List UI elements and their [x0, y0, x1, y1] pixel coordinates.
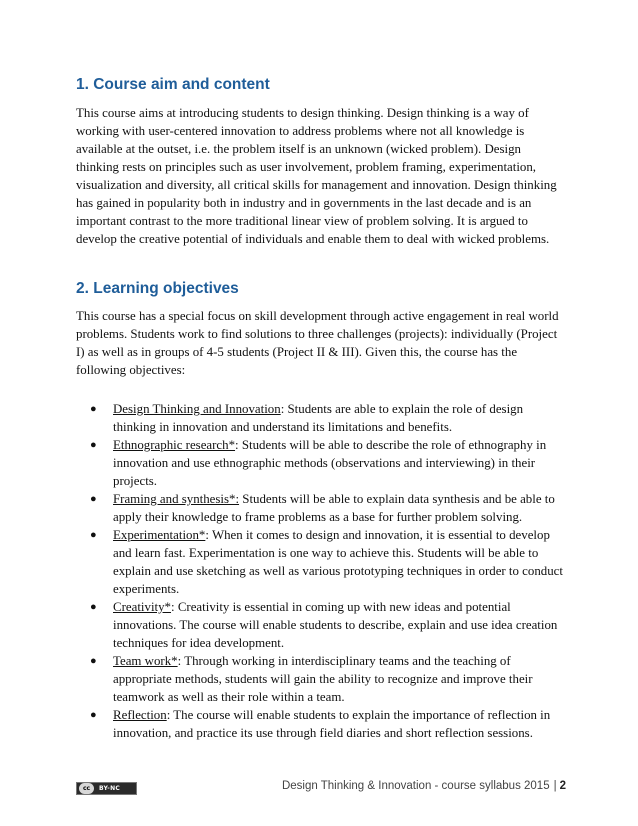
- objective-term: Creativity*: [113, 600, 171, 614]
- objective-term: Ethnographic research*: [113, 438, 236, 452]
- bullet-icon: ●: [90, 439, 97, 451]
- objective-text: Students will be able to describe the role of ethnography in innovation and use ethnographic methods (observations and interviewing) in their projects.: [113, 438, 547, 488]
- learning-objectives-intro: This course has a special focus on skill development through active engagement in real world problems. Students work to find solutions to three challenges (projects): individually (Project I) as well as in groups of 4-5 students (Project II & III). Given this, the course has the following objectives:: [76, 309, 559, 377]
- objective-item: [90, 652, 566, 706]
- bullet-icon: ●: [90, 529, 97, 541]
- bullet-icon: ●: [90, 403, 97, 415]
- objective-term-colon: :: [235, 438, 239, 452]
- footer-text: [282, 780, 566, 792]
- bullet-icon: ●: [90, 601, 97, 613]
- objective-term-colon: :: [171, 600, 175, 614]
- section-heading-course-aim: 1. Course aim and content: [76, 76, 270, 93]
- cc-license-badge: [76, 782, 137, 795]
- objective-term-colon: :: [280, 402, 285, 416]
- objective-term: Framing and synthesis*:: [113, 492, 240, 506]
- objective-term: Experimentation*: [113, 528, 206, 542]
- objective-item: [90, 436, 566, 490]
- objective-text: Creativity is essential in coming up with new ideas and potential innovations. The course will enable students to describe, explain and use idea creation techniques for idea development.: [113, 600, 558, 650]
- objective-text: Students are able to explain the role of design thinking in innovation and understand its limitations and benefits.: [113, 402, 524, 434]
- page-footer: [76, 780, 566, 798]
- objective-term-colon: :: [205, 528, 209, 542]
- objective-text: Through working in interdisciplinary teams and the teaching of appropriate methods, students will gain the ability to recognize and improve their teamwork as well as their role within a team.: [113, 654, 533, 704]
- objective-item: [90, 526, 566, 598]
- objectives-list: [90, 400, 566, 742]
- objective-term: Team work*: [113, 654, 178, 668]
- objective-item: [90, 598, 566, 652]
- page-number: 2: [559, 780, 566, 792]
- objective-term: Reflection: [113, 708, 167, 722]
- objective-term-colon: :: [166, 708, 171, 722]
- license-label: BY-NC: [99, 785, 121, 792]
- objective-term-colon: :: [177, 654, 182, 668]
- course-aim-paragraph: This course aims at introducing students to design thinking. Design thinking is a way of working with user-centered innovation to address problems where not all knowledge is available at the outset, i.e. the problem itself is an unknown (wicked problem). Design thinking rests on principles such as user involvement, problem framing, experimentation, visualization and diversity, all critical skills for management and innovation. Design thinking has gained in popularity both in industry and in governments in the last decade and is an important contrast to the more traditional linear view of problem solving. It is argued to develop the creative potential of individuals and enable them to deal with wicked problems.: [76, 106, 557, 246]
- creative-commons-icon: cc: [79, 783, 94, 794]
- objective-term: Design Thinking and Innovation: [113, 402, 281, 416]
- objective-item: [90, 490, 566, 526]
- bullet-icon: ●: [90, 709, 97, 721]
- section-heading-learning-objectives: 2. Learning objectives: [76, 280, 239, 297]
- objective-item: [90, 400, 566, 436]
- objective-text: When it comes to design and innovation, it is essential to develop and learn fast. Experimentation is one way to achieve this. Students will be able to explain and use sketching as well as various prototyping techniques in order to conduct experiments.: [113, 528, 563, 596]
- objective-text: The course will enable students to explain the importance of reflection in innovation, and practice its use through field diaries and short reflection sessions.: [113, 708, 551, 740]
- bullet-icon: ●: [90, 655, 97, 667]
- bullet-icon: ●: [90, 493, 97, 505]
- objective-text: Students will be able to explain data synthesis and be able to apply their knowledge to frame problems as a base for further problem solving.: [113, 492, 555, 524]
- footer-title: Design Thinking & Innovation - course syllabus 2015: [281, 780, 550, 792]
- objective-item: [90, 706, 566, 742]
- footer-separator: |: [553, 780, 557, 792]
